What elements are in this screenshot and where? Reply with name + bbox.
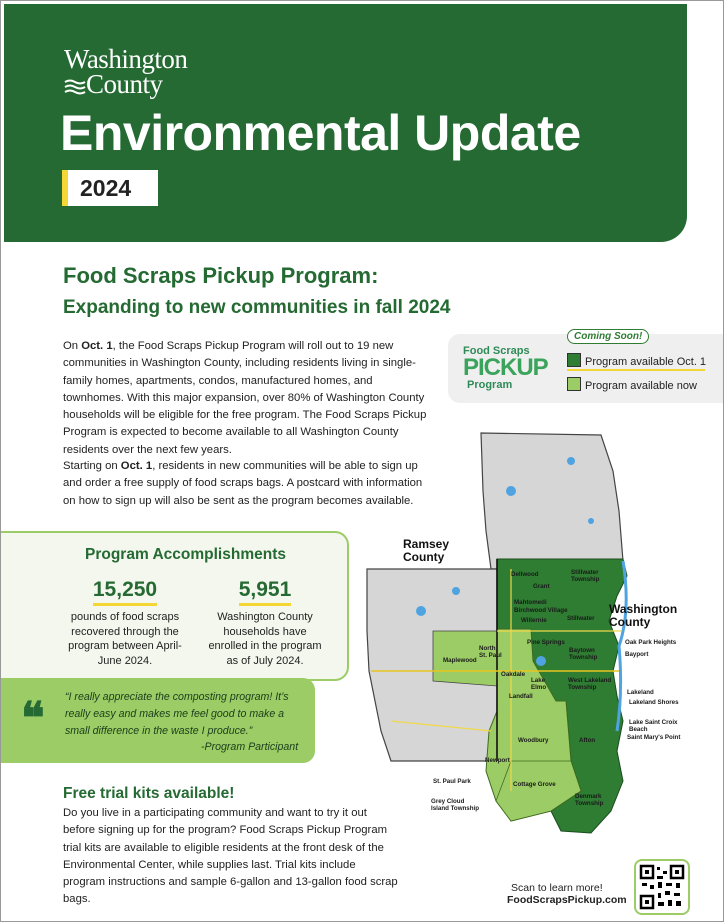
legend-item-now: Program available now — [567, 377, 697, 392]
map-label-community: Woodbury — [518, 737, 549, 744]
map-label-community: Maplewood — [443, 657, 477, 664]
header-banner — [4, 4, 687, 242]
article-paragraph-1: On Oct. 1, the Food Scraps Pickup Program will roll out to 19 new communities in Washington County, including residents living in single-family homes, apartments, condos, manufactured homes, and townhomes. With this major expansion, over 80% of Washington County households will be eligible for the free program. The Food Scraps Pickup Program is expected to become available to all Washington County residents over the next few years. — [63, 340, 427, 456]
logo-line2: County — [86, 69, 163, 99]
map-label-community: West Lakeland Township — [568, 677, 612, 691]
scan-text: Scan to learn more! — [511, 882, 603, 894]
quote-mark-icon: ❝ — [21, 694, 45, 743]
stat-households-value: 5,951 — [239, 578, 292, 606]
map-label-community: Pine Springs — [527, 639, 565, 646]
map-label-community: Afton — [579, 737, 596, 744]
map-label-side: Saint Mary's Point — [627, 734, 681, 741]
map-label-community: Baytown Township — [569, 647, 598, 661]
quote-text: “I really appreciate the composting program! It’s really easy and makes me feel good to make a small difference in the waste I produce.” — [65, 691, 289, 737]
stat-households-text: Washington County households have enrolled in the program as of July 2024. — [208, 611, 322, 667]
map-label-washington: Washington County — [609, 602, 678, 629]
map-label-community: Dellwood — [511, 571, 539, 578]
map-label-community: Willernie — [521, 617, 547, 624]
stat-households — [207, 578, 323, 668]
website-link[interactable]: FoodScrapsPickup.com — [507, 894, 627, 906]
map-label-community: Oakdale — [501, 671, 526, 678]
page-title: Environmental Update — [60, 105, 581, 161]
map-label-side: Lakeland Shores — [629, 699, 679, 706]
article-subheading: Expanding to new communities in fall 2024 — [63, 297, 451, 318]
map-label-side: Lakeland — [627, 689, 654, 696]
stat-pounds — [65, 578, 185, 668]
map-label-community: Stillwater Township — [571, 569, 600, 583]
map-label-community: Stillwater — [567, 615, 595, 622]
coming-soon-badge: Coming Soon! — [567, 329, 649, 344]
stat-pounds-value: 15,250 — [93, 578, 157, 606]
map-label-community: Grey Cloud Island Township — [431, 798, 480, 812]
map-label-community: Denmark Township — [575, 793, 604, 807]
legend-underline — [567, 369, 705, 371]
trial-kits-text: Do you live in a participating community and want to try it out before signing up for the program? Food Scraps Pickup Program trial kits are available to eligible residents at the front desk of the Environmental Center, while supplies last. Trial kits include program instructions and sample 6-gallon and 13-gallon food scrap bags. — [63, 807, 398, 906]
quote-attribution: -Program Participant — [201, 741, 299, 753]
qr-code-icon — [638, 863, 686, 911]
program-map — [361, 431, 701, 856]
map-label-community: North St. Paul — [479, 645, 502, 659]
map-label-community: Mahtomedi — [514, 599, 547, 606]
map-label-community: St. Paul Park — [433, 778, 471, 785]
washington-county-logo — [64, 44, 188, 99]
stat-pounds-text: pounds of food scraps recovered through the program between April-June 2024. — [68, 611, 182, 667]
map-label-community: Lake Elmo — [531, 677, 547, 691]
qr-code[interactable] — [634, 859, 690, 915]
map-label-community: Birchwood Village — [514, 607, 568, 614]
map-label-community: Grant — [533, 583, 550, 590]
map-label-community: Cottage Grove — [513, 781, 556, 788]
scan-callout — [507, 882, 627, 906]
article-paragraph-2: Starting on Oct. 1, residents in new communities will be able to sign up and order a free supply of food scraps bags. A postcard with information on how to sign up will also be sent as the program becomes available. — [63, 460, 423, 507]
map-label-community: Newport — [485, 757, 510, 764]
accomplishments-title: Program Accomplishments — [85, 546, 286, 563]
map-label-side: Oak Park Heights — [625, 639, 677, 646]
map-label-side: Bayport — [625, 651, 649, 658]
map-label-community: Landfall — [509, 693, 533, 700]
logo-line1: Washington — [64, 44, 188, 74]
legend-swatch-light-green — [567, 377, 581, 391]
food-scraps-pickup-logo: Food Scraps PICKUP Program — [463, 345, 548, 391]
water-waves-icon — [64, 78, 86, 96]
year-badge: 2024 — [62, 170, 158, 206]
article-heading: Food Scraps Pickup Program: — [63, 263, 379, 288]
legend-swatch-dark-green — [567, 353, 581, 367]
map-label-side: Lake Saint Croix Beach — [629, 719, 678, 733]
map-label-ramsey: Ramsey County — [403, 537, 450, 564]
legend-item-oct1: Program available Oct. 1 — [567, 353, 706, 368]
trial-kits-heading: Free trial kits available! — [63, 785, 235, 802]
